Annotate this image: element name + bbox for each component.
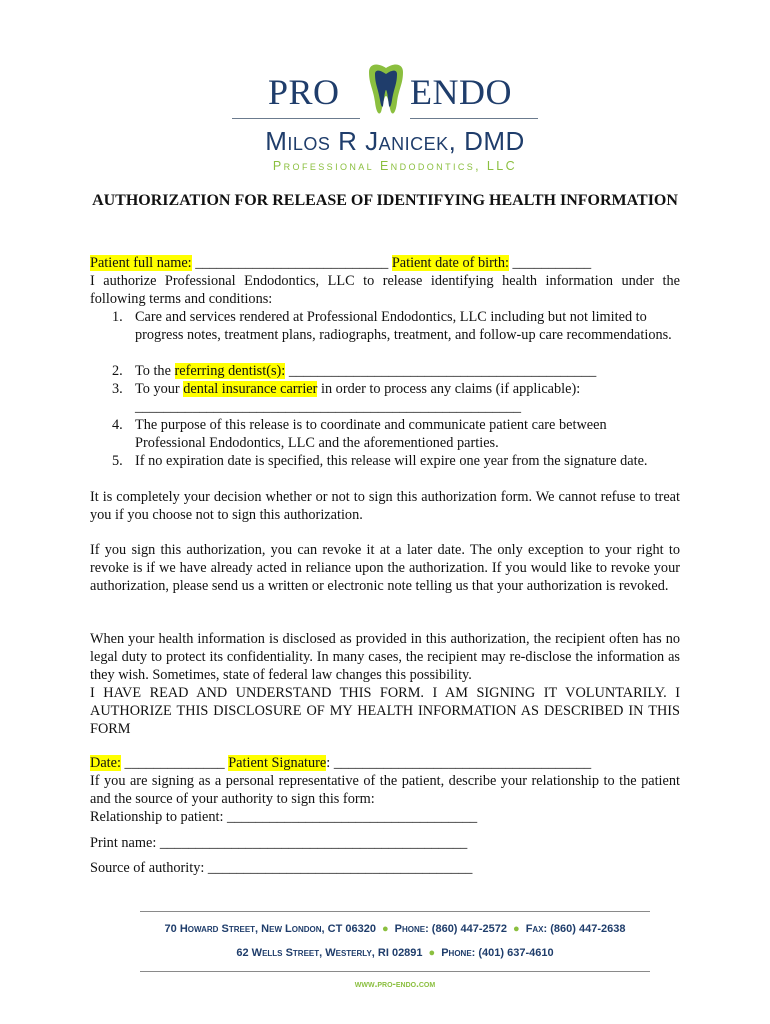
patient-dob-field[interactable]: ___________ xyxy=(508,255,592,271)
list-number: 5. xyxy=(112,453,123,469)
form-title: AUTHORIZATION FOR RELEASE OF IDENTIFYING HEALTH INFORMATION xyxy=(92,192,678,209)
footer-divider-top xyxy=(140,911,650,912)
acknowledgement-paragraph: I HAVE READ AND UNDERSTAND THIS FORM. I AM SIGNING IT VOLUNTARILY. I AUTHORIZE THIS DISCLOSURE OF MY HEALTH INFORMATION AS DESCRIBED IN THIS FORM xyxy=(90,685,680,737)
patient-signature-field[interactable]: : ____________________________________ xyxy=(326,755,592,771)
practice-name: Professional Endodontics, LLC xyxy=(272,159,518,173)
list-text: To the xyxy=(135,363,175,379)
representative-paragraph: If you are signing as a personal representative of the patient, describe your relationship to the patient and the source of your authority to sign this form: xyxy=(90,773,680,807)
pro-endo-logo xyxy=(260,62,530,177)
logo-divider-left xyxy=(232,118,360,119)
insurance-carrier-label: dental insurance carrier xyxy=(183,381,318,397)
footer-line-2 xyxy=(90,947,700,959)
doctor-name: Milos R Janicek, DMD xyxy=(265,126,525,156)
disclosure-paragraph: When your health information is disclosed as provided in this authorization, the recipient often has no legal duty to protect its confidentiality. In many cases, the recipient may re-disclose the information as they wish. Sometimes, state of federal law changes this possibility. xyxy=(90,631,680,683)
bullet-icon: ● xyxy=(513,923,520,935)
patient-name-label: Patient full name: xyxy=(90,255,192,271)
phone-westerly: Phone: (401) 637-4610 xyxy=(441,947,554,959)
list-text: in order to process any claims (if applicable): xyxy=(317,381,581,397)
list-number: 1. xyxy=(112,309,123,325)
logo-pro-text: PRO xyxy=(268,72,340,112)
print-name-field[interactable]: Print name: ___________________________________________ xyxy=(90,835,468,851)
list-number: 2. xyxy=(112,363,123,379)
list-text: If no expiration date is specified, this release will expire one year from the signature date. xyxy=(135,453,648,469)
list-item xyxy=(112,308,680,344)
logo-divider-right xyxy=(410,118,538,119)
phone-new-london: Phone: (860) 447-2572 xyxy=(394,923,508,935)
relationship-field[interactable]: Relationship to patient: ___________________________________ xyxy=(90,809,478,825)
list-item xyxy=(112,452,692,470)
revoke-paragraph: If you sign this authorization, you can revoke it at a later date. The only exception to your right to revoke is if we have already acted in reliance upon the authorization. If you would like to revoke your authorization, please send us a written or electronic note telling us that your authorization is revoked. xyxy=(90,542,680,594)
patient-signature-label: Patient Signature xyxy=(228,755,327,771)
source-of-authority-field[interactable]: Source of authority: _____________________________________ xyxy=(90,860,473,876)
list-text: The purpose of this release is to coordinate and communicate patient care between Professional Endodontics, LLC and the aforementioned parties. xyxy=(135,417,607,451)
referring-dentist-label: referring dentist(s): xyxy=(174,363,286,379)
patient-dob-label: Patient date of birth: xyxy=(391,255,509,271)
list-item xyxy=(112,416,680,452)
date-field[interactable]: ______________ xyxy=(120,755,229,771)
bullet-icon: ● xyxy=(381,923,389,935)
list-item xyxy=(112,362,680,380)
address-westerly: 62 Wells Street, Westerly, RI 02891 xyxy=(236,947,423,959)
date-label: Date: xyxy=(90,755,121,771)
list-number: 3. xyxy=(112,381,123,397)
insurance-carrier-field[interactable]: ______________________________________________________ xyxy=(135,399,522,415)
patient-info-line xyxy=(90,254,690,272)
patient-name-field[interactable]: ___________________________ xyxy=(191,255,392,271)
bullet-icon: ● xyxy=(428,947,436,959)
website-link[interactable]: www.pro-endo.com xyxy=(354,979,436,990)
footer-line-1 xyxy=(90,923,700,935)
referring-dentist-field[interactable]: ___________________________________________ xyxy=(285,363,597,379)
list-item xyxy=(112,380,680,416)
logo-endo-text: ENDO xyxy=(410,72,512,112)
list-text: To your xyxy=(135,381,184,397)
intro-paragraph: I authorize Professional Endodontics, LLC to release identifying health information under the following terms and conditions: xyxy=(90,273,680,307)
fax-new-london: Fax: (860) 447-2638 xyxy=(525,923,626,935)
list-text: Care and services rendered at Professional Endodontics, LLC including but not limited to progress notes, treatment plans, radiographs, treatment, and follow-up care recommendations. xyxy=(135,309,672,343)
decision-paragraph: It is completely your decision whether or not to sign this authorization form. We cannot refuse to treat you if you choose not to sign this authorization. xyxy=(90,489,680,523)
tooth-icon xyxy=(363,62,409,120)
signature-line xyxy=(90,754,690,772)
address-new-london: 70 Howard Street, New London, CT 06320 xyxy=(164,923,376,935)
footer-divider-bottom xyxy=(140,971,650,972)
list-number: 4. xyxy=(112,417,123,433)
